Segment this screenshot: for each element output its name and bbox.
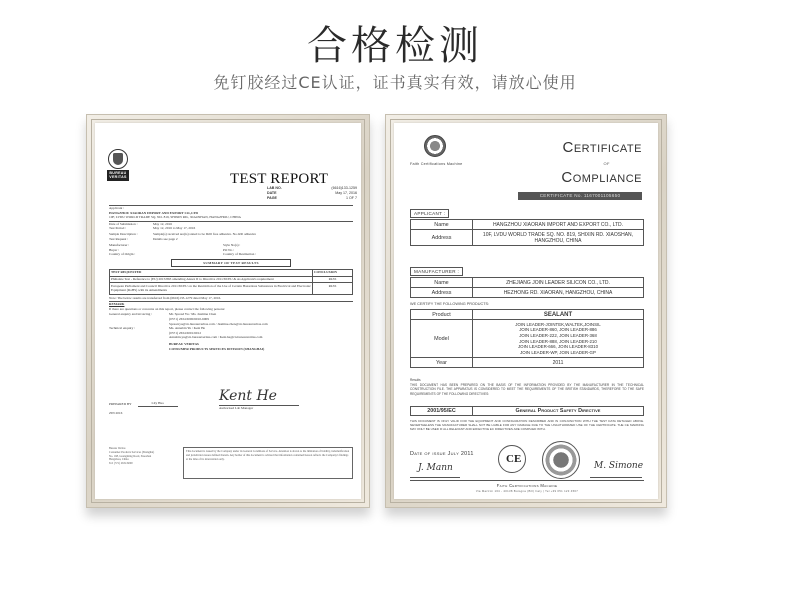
contact-value: Annabin.yu@cn.bureauveritas.com / Kent.he@cn.bureauveritas.com [169, 335, 263, 340]
table-row [411, 358, 644, 368]
issuer-division: CONSUMER PRODUCTS SERVICES DIVISION (SHANGHAI) [169, 346, 265, 351]
row-label: Year [411, 358, 473, 368]
test-report-document [95, 123, 361, 499]
bureau-veritas-seal-icon [108, 149, 128, 169]
meta-label: LAB NO. [267, 186, 282, 190]
row-label: Product [411, 310, 473, 320]
applicant-name: HANGZHOU XIAORAN IMPORT AND EXPORT CO.,LTD [109, 210, 198, 215]
preparer-name: Lily Hua [138, 401, 178, 407]
row-value: ZHEJIANG JOIN LEADER SILICON CO., LTD. [473, 278, 644, 288]
bureau-veritas-logo-text: BUREAU VERITAS [107, 170, 129, 181]
field-value: Details see page 2 [153, 236, 178, 241]
field-label: Manufacturer : [109, 243, 130, 248]
issuer-seal-icon [424, 135, 446, 157]
issue-date-value: July 2011 [447, 451, 474, 457]
meta-value: May 17, 2016 [335, 190, 357, 195]
model-item: JOIN LEADER-666, JOIN LEADER-8310 [517, 344, 599, 350]
footer-line: Consumer Products Services (Shanghai) [109, 450, 155, 454]
signature-section [109, 385, 353, 415]
row-label: Name [411, 220, 473, 230]
row-label: Model [411, 320, 473, 358]
table-row [411, 220, 644, 230]
results-label: Results [410, 378, 421, 382]
table-header-row [110, 269, 353, 276]
model-item: JOIN LEADER-JOINTEK,WALTEK,JOINSIL [515, 321, 601, 327]
directive-number: 2001/95/EC [411, 407, 473, 416]
field-value: Sample(s) received are(is) stated to be Drill free adhesive. No drill adhesive [153, 231, 256, 236]
manufacturer-label: MANUFACTURER : [410, 267, 463, 276]
applicant-label: APPLICANT : [410, 209, 449, 218]
test-results-table [109, 269, 353, 295]
test-name: Phthalate Test - Reference to (EU) 2015/863 amending Annex II to Directive 2011/65/EU & As Applicant's requirement [110, 276, 313, 283]
certificate-title-of: of [603, 161, 610, 167]
remark-text: If there are questions or concerns on this report, please contact the following persons: [109, 306, 225, 311]
signature-1: J. Mann [418, 463, 453, 473]
table-row [411, 230, 644, 246]
footer-line: Hangzhou, China [109, 458, 129, 462]
issue-date [410, 451, 474, 457]
applicant-section [109, 205, 353, 351]
contact-value: Mr. Spread Yu / Ms. Jasmine Chen [169, 312, 217, 317]
field-label: Date of Submission : [109, 221, 138, 226]
contact-label: Technical enquiry : [109, 326, 136, 331]
row-value: HEZHONG RD. XIAORAN, HANGZHOU, CHINA [473, 288, 644, 298]
directive-table [410, 406, 644, 416]
field-value: May 12, 2016 [153, 221, 172, 226]
table-row [411, 407, 644, 416]
table-row [411, 288, 644, 298]
applicant-address: 10F, LVDU WORLD TRADE SQ. NO. 819, SHIXIN RD., XIAOSHAN, HANGZHOU, CHINA [109, 215, 241, 220]
row-label: Name [411, 278, 473, 288]
field-label: Test Period : [109, 226, 127, 231]
meta-value: 1 OF 7 [346, 195, 357, 200]
field-label: PO No : [223, 247, 235, 252]
test-report-title: TEST REPORT [230, 171, 329, 187]
certificate-title-line1: Certificate [562, 139, 642, 156]
certificate-frame [385, 114, 667, 508]
applicant-label: Applicant : [109, 206, 125, 210]
field-value: May 12, 2016 to May 17, 2016 [153, 226, 196, 231]
product-value: SEALANT [473, 310, 644, 320]
directive-name: General Product Safety Directive [473, 407, 644, 416]
model-item: JOIN LEADER-222, JOIN LEADER-368 [519, 332, 597, 338]
contact-value: (0571) 2634 6001/6012 [169, 330, 202, 335]
signature-2: M. Simone [594, 461, 644, 471]
sign-date: ZIN 2016 [109, 411, 123, 415]
model-item: JOIN LEADER-WP, JOIN LEADER-GP [520, 350, 596, 356]
table-header: CONCLUSION [313, 269, 353, 276]
table-row [411, 278, 644, 288]
row-value: HANGZHOU XIAORAN IMPORT AND EXPORT CO., LTD. [473, 220, 644, 230]
row-label: Address [411, 230, 473, 246]
table-row [411, 310, 644, 320]
certificate-title-line2: Compliance [561, 169, 642, 186]
page-title: 合格检测 [307, 23, 483, 69]
applicant-table [410, 219, 644, 246]
test-result: PASS [313, 283, 353, 294]
field-label: Country of Origin : [109, 252, 136, 257]
year-value: 2011 [473, 358, 644, 368]
issuer-name: Faith Certifications Machine [410, 162, 463, 166]
meta-value: (6616)133-1259 [331, 186, 357, 190]
meta-label: PAGE [267, 195, 277, 200]
issuer-org: BUREAU VERITAS [169, 342, 199, 346]
test-result: PASS [313, 276, 353, 283]
remark-title: REMARK [109, 302, 125, 307]
footer-line: No. 168, Guangming Road, Xiaoshan [109, 454, 152, 458]
field-value [263, 252, 353, 257]
contact-label: General enquiry and invoicing : [109, 312, 153, 317]
table-row [110, 283, 353, 294]
products-table [410, 309, 644, 368]
page-subtitle: 免钉胶经过CE认证，证书真实有效，请放心使用 [213, 73, 577, 92]
footer-address: Via Mazzini 164 - 40138 Bologna (BO) Italy | Tel +39 051 123 4567 [475, 489, 579, 493]
field-label: Buyer : [109, 247, 120, 252]
contact-label [109, 335, 169, 340]
report-footer [109, 447, 353, 479]
certificate-number: CERTIFICATE No. 1167001105650 [518, 192, 642, 200]
meta-label: DATE [267, 190, 277, 195]
footer-org: Faith Certifications Machine [496, 483, 558, 488]
certificate-document [394, 123, 658, 499]
prepared-by-label: PREPARED BY [109, 402, 132, 406]
signature: Kent He [219, 388, 277, 404]
model-item: JOIN LEADER-860, JOIN LEADER-886 [519, 327, 597, 333]
row-label: Address [411, 288, 473, 298]
model-item: JOIN LEADER-888, JOIN LEADER-210 [519, 338, 597, 344]
footer-line: Bureau Veritas [109, 447, 126, 450]
footer-line: Tel: (571) 2634 6000 [109, 462, 133, 466]
bureau-veritas-logo [107, 149, 129, 181]
summary-title: SUMMARY OF TEST RESULTS [171, 259, 291, 267]
products-label: WE CERTIFY THE FOLLOWING PRODUCTS: [410, 302, 490, 306]
test-report-frame [86, 114, 370, 508]
contact-value: (0571) 2634 6000/6010-6009 [169, 317, 209, 322]
test-name: European Parliament and Council Directive 2011/65/EU on the Restriction of the Use of Certain Hazardous Substances in Electrical and Electronic Equipment (RoHS) with its Amendments [111, 283, 311, 293]
contact-value: Ms. Annabin Yu / Kent He [169, 326, 206, 331]
table-header: TEST REQUESTED [110, 269, 313, 276]
ce-mark: CE [506, 453, 522, 465]
field-value [153, 252, 223, 257]
field-label: Style No(s) : [223, 243, 241, 248]
field-label: Sample Description : [109, 231, 138, 236]
field-label: Country of Destination : [223, 252, 257, 257]
contact-value: Spread.yu@cn.bureauveritas.com / Jasmine.chen@cn.bureauveritas.com [169, 321, 268, 326]
declaration-text: THIS DOCUMENT HAS BEEN PREPARED ON THE BASIS OF THE INFORMATION PROVIDED BY THE MANUFACTURER IN THE TECHNICAL CONSTRUCTION FILE. THE APPARATUS IS CONSIDERED TO MEET THE REQUIREMENTS OF THE BRITISH STANDARDS, THEREFORE TO THE SAFE REQUIREMENTS OF THE FOLLOWING DIRECTIVES: [410, 383, 644, 396]
report-meta [267, 186, 357, 201]
certificate-footer [410, 480, 644, 493]
field-label: Test Request : [109, 236, 129, 241]
footer-fine-print: This document is issued by the Company under its General Conditions of Service. Attention is drawn to the limitation of liability, indemnification and jurisdiction issues defined therein. Any holder of this document is advised that information contained hereon reflects the Company's findings at the time of its intervention only. [183, 447, 353, 479]
approved-label: Authorised Lab Manager [219, 405, 299, 411]
issue-date-label: Date of issue [410, 451, 446, 457]
row-value: 10F, LVDU WORLD TRADE SQ. NO. 819, SHIXIN RD. XIAOSHAN, HANGZHOU, CHINA [473, 230, 644, 246]
official-seal-icon [542, 441, 580, 479]
manufacturer-table [410, 277, 644, 298]
fine-print: THIS DOCUMENT IS ONLY VALID FOR THE EQUIPMENT AND CONFIGURATION DESCRIBED AND IN CONJUNCTION WITH THE TEST DATA DETAILED ABOVE. NEVERTHELESS THE MANUFACTURER SHALL NOT BE LIABLE FOR ANY DAMAGE DUE TO THE UNAUTHORIZED USE OF THE CERTIFICATE. THE CE MARKING MAY ONLY BE USED IF ALL RELEVANT AND EFFECTIVE EC DIRECTIVES ARE COMPLIED WITH. [410, 419, 644, 432]
model-values [473, 320, 644, 358]
transfer-note: Note: The below results are transferred from (6616)133-1279 dated May 17, 2016. [109, 295, 222, 300]
table-row [110, 276, 353, 283]
table-row [411, 320, 644, 358]
